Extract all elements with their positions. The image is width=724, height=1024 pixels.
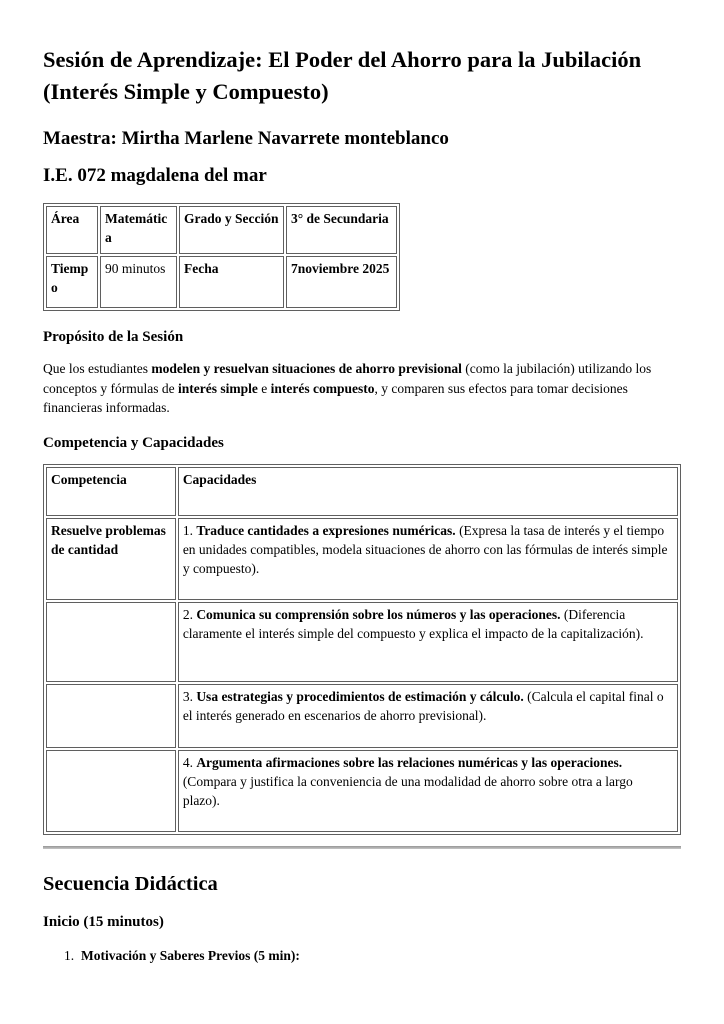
text-segment: (Compara y justifica la conveniencia de una modalidad de ahorro sobre otra a largo plazo). <box>182 774 633 809</box>
inicio-list <box>43 946 681 965</box>
time-label-cell: Tiempo <box>46 256 98 308</box>
capacity-cell-1 <box>178 518 678 600</box>
time-value-cell: 90 minutos <box>100 256 177 308</box>
text-segment: (Expresa la tasa de interés y el tiempo en unidades compatibles, modela situaciones de ahorro con las fórmulas de interés simple y compuesto). <box>182 523 668 577</box>
purpose-bold-phrase: modelen y resuelvan situaciones de ahorro previsional <box>151 361 462 377</box>
capacity-row-1 <box>46 518 678 600</box>
capacity-row-2 <box>46 602 678 682</box>
inicio-heading: Inicio (15 minutos) <box>43 914 164 931</box>
competency-empty-cell <box>46 602 176 682</box>
purpose-bold-phrase: interés simple <box>177 380 258 396</box>
grade-value-cell: 3° de Secundaria <box>286 206 397 254</box>
text-segment: e <box>257 380 271 396</box>
competency-empty-cell <box>46 684 176 748</box>
sequence-heading: Secuencia Didáctica <box>43 873 218 896</box>
competency-empty-cell <box>46 750 176 832</box>
capacity-cell-2 <box>178 602 678 682</box>
capacity-cell-4 <box>178 750 678 832</box>
section-divider <box>43 846 681 849</box>
page-title: Sesión de Aprendizaje: El Poder del Ahorro para la Jubilación (Interés Simple y Compuesto) <box>43 47 642 104</box>
purpose-heading: Propósito de la Sesión <box>43 329 184 346</box>
text-segment: Que los estudiantes <box>43 361 152 377</box>
competencies-table <box>43 464 681 835</box>
competencia-header-cell: Competencia <box>46 467 176 516</box>
capacity-row-3 <box>46 684 678 748</box>
purpose-bold-phrase: interés compuesto <box>270 380 375 396</box>
capacity-bold-lead: Argumenta afirmaciones sobre las relaciones numéricas y las operaciones. <box>196 755 623 771</box>
school-heading: I.E. 072 magdalena del mar <box>43 165 267 187</box>
info-table-row-1 <box>46 206 397 254</box>
teacher-heading: Maestra: Mirtha Marlene Navarrete monteblanco <box>43 127 449 149</box>
capacity-cell-3 <box>178 684 678 748</box>
capacity-row-4 <box>46 750 678 832</box>
competencies-header-row <box>46 467 678 516</box>
capacity-bold-lead: Traduce cantidades a expresiones numéricas. <box>196 523 456 539</box>
purpose-paragraph <box>43 359 681 417</box>
text-segment: (Calcula el capital final o el interés generado en escenarios de ahorro previsional). <box>182 689 664 724</box>
capacity-number: 3. <box>182 689 197 705</box>
grade-label-cell: Grado y Sección <box>179 206 284 254</box>
list-item-text: Motivación y Saberes Previos (5 min): <box>81 948 300 964</box>
date-value-cell: 7noviembre 2025 <box>286 256 397 308</box>
competencies-heading: Competencia y Capacidades <box>43 435 224 452</box>
capacity-bold-lead: Comunica su comprensión sobre los números y las operaciones. <box>196 607 561 623</box>
competency-cell: Resuelve problemas de cantidad <box>46 518 176 600</box>
date-label-cell: Fecha <box>179 256 284 308</box>
text-segment: (como la jubilación) utilizando los conceptos y fórmulas de <box>43 361 652 396</box>
info-table-row-2 <box>46 256 397 308</box>
capacidades-header-cell: Capacidades <box>178 467 678 516</box>
text-segment: , y comparen sus efectos para tomar decisiones financieras informadas. <box>43 380 628 415</box>
capacity-number: 1. <box>182 523 197 539</box>
list-item <box>43 946 681 965</box>
list-item-number: 1. <box>64 948 75 964</box>
area-value-cell: Matemática <box>100 206 177 254</box>
capacity-number: 2. <box>182 607 197 623</box>
text-segment: (Diferencia claramente el interés simple del compuesto y explica el impacto de la capitalización). <box>182 607 644 642</box>
capacity-number: 4. <box>182 755 197 771</box>
area-label-cell: Área <box>46 206 98 254</box>
capacity-bold-lead: Usa estrategias y procedimientos de estimación y cálculo. <box>196 689 524 705</box>
info-table <box>43 203 400 311</box>
